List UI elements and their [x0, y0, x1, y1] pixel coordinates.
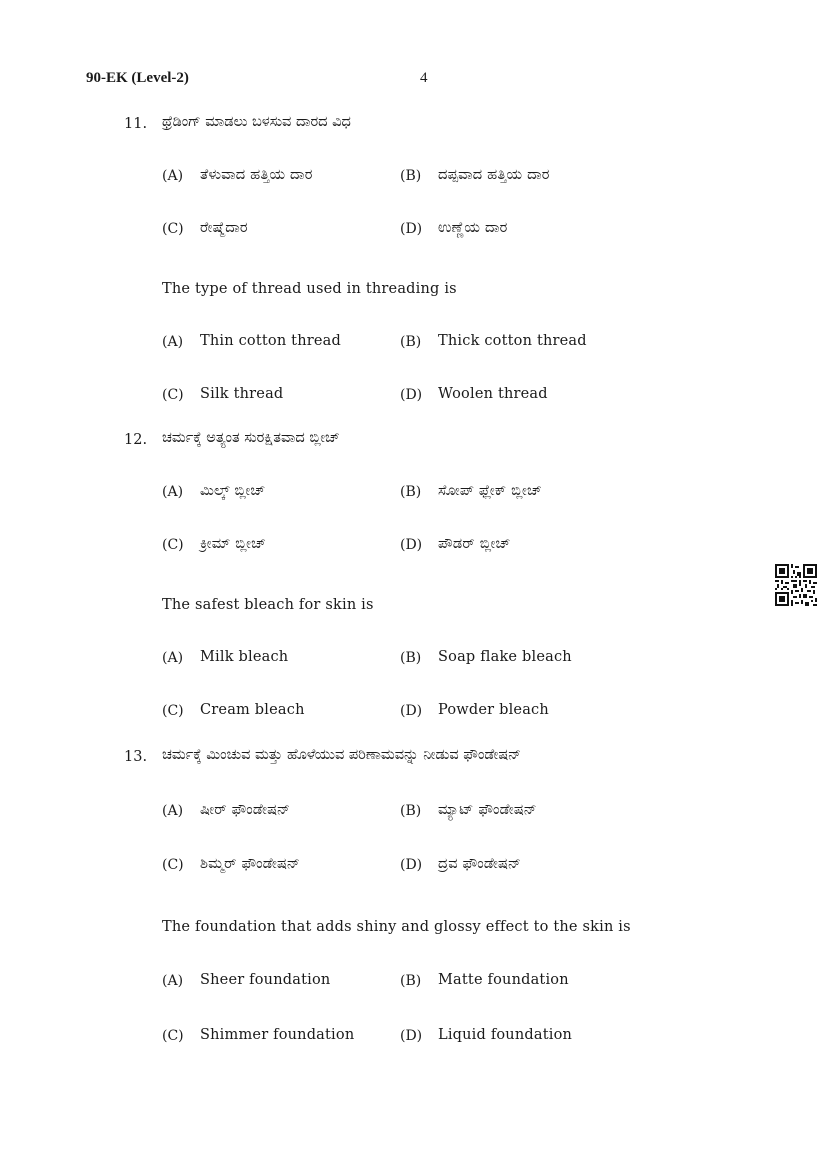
option-text: Thin cotton thread [200, 333, 341, 349]
option-text: Silk thread [200, 386, 284, 402]
option-text: Liquid foundation [438, 1027, 573, 1043]
option-letter: (D) [400, 1028, 423, 1044]
option-letter: (D) [400, 857, 423, 873]
question-text-english: The type of thread used in threading is [162, 281, 457, 297]
option-letter: (C) [162, 221, 184, 237]
option-text: ಮ್ಯಾಟ್ ಫೌಂಡೇಷನ್ [438, 802, 537, 818]
option-letter: (A) [162, 168, 184, 184]
page-number: 4 [420, 70, 428, 86]
option-text: Cream bleach [200, 702, 305, 718]
option-text: Matte foundation [438, 972, 569, 988]
question-text-kannada: ಚರ್ಮಕ್ಕೆ ಮಿಂಚುವ ಮತ್ತು ಹೊಳೆಯುವ ಪರಿಣಾಮವನ್ನು ನೀಡುವ ಫೌಂಡೇಷನ್ [162, 747, 521, 763]
option-letter: (A) [162, 650, 184, 666]
option-letter: (B) [400, 168, 422, 184]
option-text: Milk bleach [200, 649, 289, 665]
option-letter: (C) [162, 387, 184, 403]
option-letter: (B) [400, 484, 422, 500]
option-letter: (C) [162, 703, 184, 719]
option-letter: (D) [400, 221, 423, 237]
option-letter: (D) [400, 537, 423, 553]
option-text: Powder bleach [438, 702, 549, 718]
question-text-english: The foundation that adds shiny and glossy effect to the skin is [162, 919, 631, 935]
question-number: 11. [124, 116, 148, 132]
option-text: Soap flake bleach [438, 649, 572, 665]
option-letter: (A) [162, 484, 184, 500]
option-letter: (C) [162, 537, 184, 553]
question-number: 13. [124, 749, 148, 765]
question-text-kannada: ಥ್ರೆಡಿಂಗ್ ಮಾಡಲು ಬಳಸುವ ದಾರದ ವಿಧ [162, 114, 351, 130]
option-letter: (A) [162, 973, 184, 989]
option-text: Woolen thread [438, 386, 548, 402]
option-letter: (C) [162, 1028, 184, 1044]
question-text-english: The safest bleach for skin is [162, 597, 374, 613]
option-letter: (D) [400, 703, 423, 719]
option-text: Shimmer foundation [200, 1027, 355, 1043]
option-text: Thick cotton thread [438, 333, 587, 349]
option-text: ಸೋಪ್ ಫ್ಲೇಕ್ ಬ್ಲೀಚ್ [438, 483, 542, 499]
option-letter: (B) [400, 650, 422, 666]
qr-code-icon [775, 564, 817, 606]
option-text: ದಪ್ಪವಾದ ಹತ್ತಿಯ ದಾರ [438, 167, 550, 183]
option-letter: (B) [400, 334, 422, 350]
option-text: ದ್ರವ ಫೌಂಡೇಷನ್ [438, 856, 522, 872]
option-letter: (D) [400, 387, 423, 403]
option-text: ಷೀರ್ ಫೌಂಡೇಷನ್ [200, 802, 291, 818]
option-text: ಪೌಡರ್ ಬ್ಲೀಚ್ [438, 536, 511, 552]
question-number: 12. [124, 432, 148, 448]
option-letter: (C) [162, 857, 184, 873]
question-text-kannada: ಚರ್ಮಕ್ಕೆ ಅತ್ಯಂತ ಸುರಕ್ಷಿತವಾದ ಬ್ಲೀಚ್ [162, 430, 340, 446]
paper-code: 90-EK (Level-2) [86, 70, 189, 86]
option-letter: (B) [400, 803, 422, 819]
option-text: Sheer foundation [200, 972, 331, 988]
option-letter: (A) [162, 334, 184, 350]
option-text: ರೇಷ್ಮೆದಾರ [200, 220, 248, 236]
option-letter: (A) [162, 803, 184, 819]
option-text: ಶಿಮ್ಮರ್ ಫೌಂಡೇಷನ್ [200, 856, 301, 872]
option-text: ಮಿಲ್ಕ್ ಬ್ಲೀಚ್ [200, 483, 266, 499]
option-text: ಉಣ್ಣೆಯ ದಾರ [438, 220, 508, 236]
option-letter: (B) [400, 973, 422, 989]
option-text: ತೆಳುವಾದ ಹತ್ತಿಯ ದಾರ [200, 167, 313, 183]
option-text: ಕ್ರೀಮ್ ಬ್ಲೀಚ್ [200, 536, 266, 552]
